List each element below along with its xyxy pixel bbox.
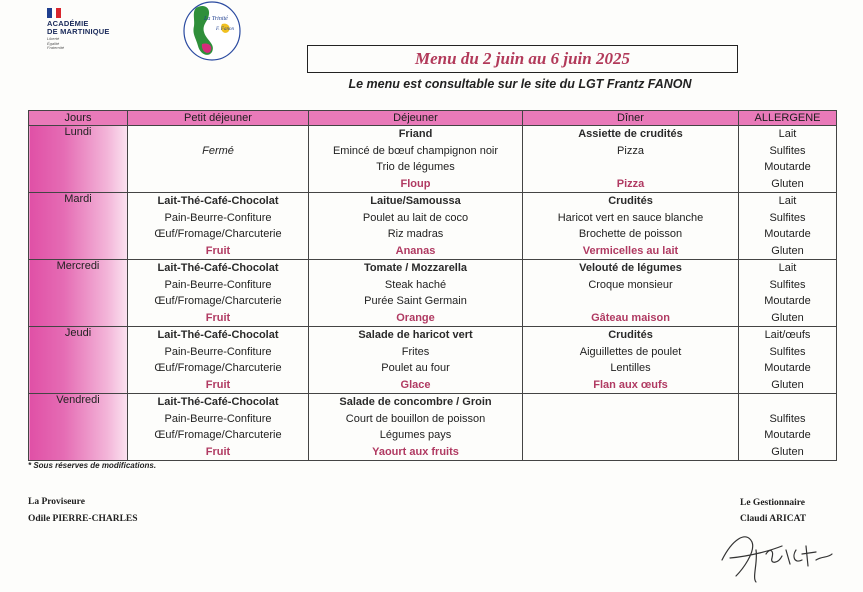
lunch-item: Steak haché [384, 278, 447, 291]
lunch-cell [309, 193, 523, 260]
menu-row-mardi [29, 193, 837, 260]
breakfast-item: Lait-Thé-Café-Chocolat [157, 329, 279, 341]
breakfast-item: Pain-Beurre-Confiture [164, 412, 272, 425]
school-logo-text-1: La Trinité [204, 16, 228, 22]
breakfast-item: Fruit [205, 311, 231, 324]
allergen-item: Lait [778, 128, 797, 140]
allergen-cell [739, 126, 837, 193]
dinner-item: Pizza [617, 144, 644, 157]
dinner-item [523, 394, 738, 411]
dinner-cell [523, 126, 739, 193]
breakfast-item: Pain-Beurre-Confiture [164, 345, 272, 358]
academie-name: ACADÉMIE DE MARTINIQUE [47, 19, 110, 36]
allergen-cell [739, 327, 837, 394]
lunch-item: Court de bouillon de poisson [345, 412, 486, 425]
lunch-cell [309, 260, 523, 327]
breakfast-cell [128, 126, 309, 193]
dinner-item: Brochette de poisson [578, 228, 683, 240]
lunch-item: Poulet au lait de coco [362, 211, 469, 224]
allergen-item: Gluten [771, 177, 804, 190]
breakfast-item: Pain-Beurre-Confiture [164, 278, 272, 291]
day-label: Mercredi [29, 260, 128, 327]
lunch-item: Poulet au four [381, 362, 450, 374]
manager-name: Claudi ARICAT [740, 514, 807, 524]
dinner-item: Crudités [608, 195, 653, 207]
lunch-item: Tomate / Mozzarella [363, 262, 468, 274]
breakfast-item: Lait-Thé-Café-Chocolat [157, 262, 279, 274]
day-label: Mardi [29, 193, 128, 260]
day-label: Jeudi [29, 327, 128, 394]
breakfast-item [128, 126, 308, 143]
breakfast-item: Pain-Beurre-Confiture [164, 211, 272, 224]
breakfast-item: Œuf/Fromage/Charcuterie [154, 228, 282, 240]
allergen-item: Lait [778, 195, 797, 207]
breakfast-item: Fruit [205, 378, 231, 391]
lunch-item: Emincé de bœuf champignon noir [332, 144, 499, 157]
dinner-item [523, 444, 738, 461]
dinner-item: Gâteau maison [591, 311, 670, 324]
lunch-item: Frites [401, 345, 430, 358]
lunch-item: Trio de légumes [376, 161, 455, 173]
dinner-item: Lentilles [610, 362, 651, 374]
principal-signature-block [28, 494, 138, 528]
day-label: Lundi [29, 126, 128, 193]
allergen-item: Sulfites [769, 412, 806, 425]
dinner-item [523, 159, 738, 176]
menu-row-lundi [29, 126, 837, 193]
lunch-item: Laitue/Samoussa [370, 195, 461, 207]
menu-row-jeudi [29, 327, 837, 394]
column-header-lunch: Déjeuner [309, 111, 523, 126]
breakfast-item: Œuf/Fromage/Charcuterie [154, 295, 282, 307]
lunch-item: Ananas [395, 244, 436, 257]
dinner-item: Aiguillettes de poulet [579, 345, 682, 358]
school-logo-text-2: F. Fanon [216, 27, 234, 32]
lunch-item: Salade de concombre / Groin [339, 396, 492, 408]
academie-motto: Liberté Égalité Fraternité [47, 36, 65, 50]
dinner-cell [523, 193, 739, 260]
allergen-item: Moutarde [764, 161, 811, 173]
allergen-item: Gluten [771, 378, 804, 391]
lunch-cell [309, 126, 523, 193]
lunch-item: Glace [400, 378, 431, 391]
breakfast-cell [128, 193, 309, 260]
allergen-item: Sulfites [769, 211, 806, 224]
allergen-item: Moutarde [764, 362, 811, 374]
allergen-item: Moutarde [764, 228, 811, 240]
lunch-cell [309, 327, 523, 394]
day-label: Vendredi [29, 394, 128, 461]
table-header-row [29, 111, 837, 126]
allergen-item: Moutarde [764, 295, 811, 307]
dinner-cell [523, 327, 739, 394]
subtitle: Le menu est consultable sur le site du LGT Frantz FANON [348, 77, 692, 91]
lunch-item: Salade de haricot vert [358, 329, 473, 341]
dinner-item: Flan aux œufs [593, 378, 668, 391]
breakfast-cell [128, 327, 309, 394]
breakfast-cell [128, 394, 309, 461]
lunch-item: Purée Saint Germain [364, 295, 467, 307]
lunch-item: Yaourt aux fruits [372, 445, 459, 458]
dinner-cell [523, 394, 739, 461]
principal-name: Odile PIERRE-CHARLES [28, 514, 138, 524]
academie-logo [47, 8, 147, 51]
dinner-item: Vermicelles au lait [582, 244, 679, 257]
breakfast-item: Œuf/Fromage/Charcuterie [154, 362, 282, 374]
menu-table [28, 110, 837, 461]
dinner-item: Pizza [616, 177, 645, 190]
column-header-breakfast: Petit déjeuner [128, 111, 309, 126]
footnote: * Sous réserves de modifications. [28, 461, 157, 470]
breakfast-item: Œuf/Fromage/Charcuterie [154, 429, 282, 441]
breakfast-item: Fruit [205, 244, 231, 257]
breakfast-item: Fruit [205, 445, 231, 458]
dinner-item [523, 293, 738, 310]
allergen-item: Lait [778, 262, 797, 274]
allergen-item: Sulfites [769, 144, 806, 157]
column-header-dinner: Dîner [523, 111, 739, 126]
breakfast-item: Lait-Thé-Café-Chocolat [157, 195, 279, 207]
dinner-item: Assiette de crudités [578, 128, 683, 140]
dinner-item: Haricot vert en sauce blanche [557, 211, 704, 224]
lunch-item: Floup [400, 177, 431, 190]
column-header-allergens: ALLERGENE [739, 111, 837, 126]
lunch-item: Riz madras [387, 228, 444, 240]
handwritten-signature [712, 520, 852, 585]
allergen-item: Lait/œufs [764, 329, 811, 341]
allergen-cell [739, 193, 837, 260]
principal-role: La Proviseure [28, 497, 85, 507]
school-logo [182, 0, 242, 62]
allergen-cell [739, 260, 837, 327]
dinner-item [523, 427, 738, 444]
allergen-item: Sulfites [769, 345, 806, 358]
menu-row-vendredi [29, 394, 837, 461]
breakfast-item: Lait-Thé-Café-Chocolat [157, 396, 279, 408]
allergen-item: Gluten [771, 445, 804, 458]
manager-role: Le Gestionnaire [740, 498, 806, 508]
allergen-item: Gluten [771, 311, 804, 324]
dinner-item: Croque monsieur [588, 278, 673, 291]
menu-row-mercredi [29, 260, 837, 327]
dinner-item [523, 411, 738, 428]
column-header-days: Jours [29, 111, 128, 126]
allergen-item: Sulfites [769, 278, 806, 291]
allergen-item [739, 394, 836, 411]
breakfast-item: Fermé [202, 144, 234, 157]
lunch-item: Orange [396, 311, 435, 324]
breakfast-cell [128, 260, 309, 327]
lunch-cell [309, 394, 523, 461]
page-title: Menu du 2 juin au 6 juin 2025 [415, 49, 630, 68]
lunch-item: Légumes pays [379, 429, 452, 441]
dinner-item: Velouté de légumes [579, 262, 682, 274]
title-box [307, 45, 738, 73]
dinner-item: Crudités [608, 329, 653, 341]
allergen-item: Gluten [771, 244, 804, 257]
dinner-cell [523, 260, 739, 327]
allergen-item: Moutarde [764, 429, 811, 441]
french-flag-icon [47, 8, 61, 18]
lunch-item: Friand [398, 128, 433, 140]
allergen-cell [739, 394, 837, 461]
